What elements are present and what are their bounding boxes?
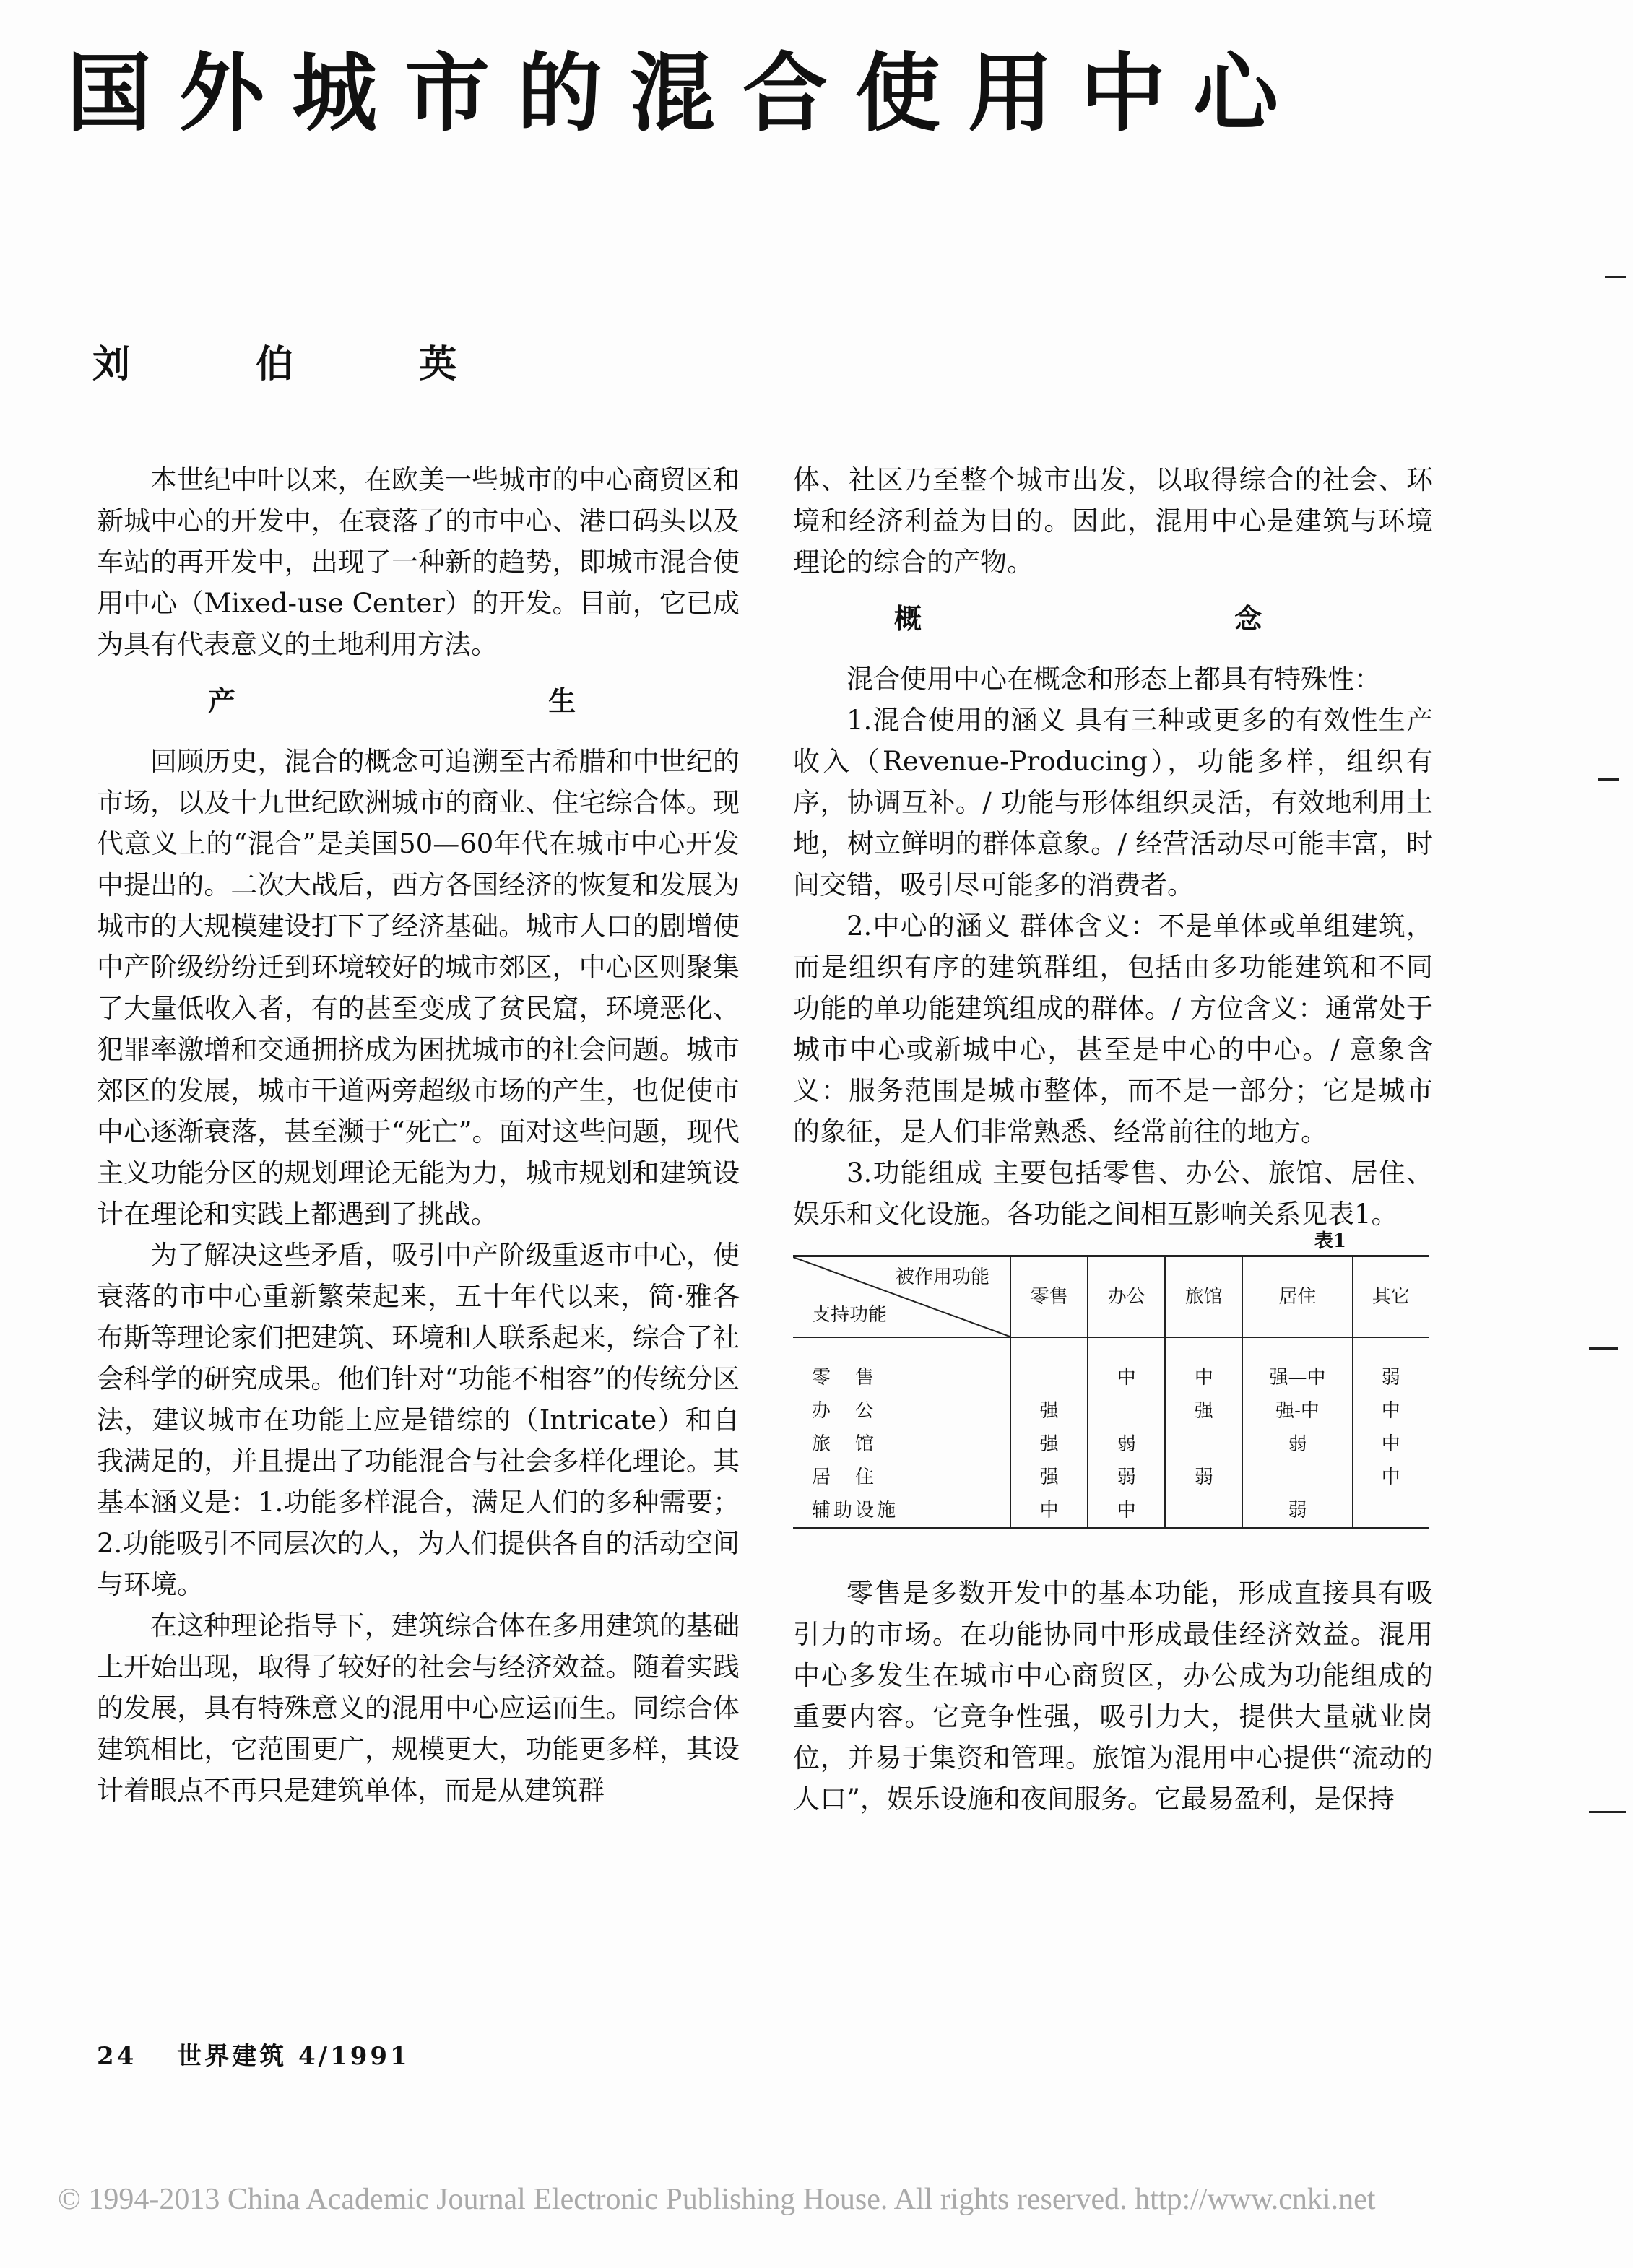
journal-name: 世界建筑 4/1991	[177, 2042, 410, 2071]
table-cell: 中	[1353, 1428, 1429, 1461]
table-diagonal-header	[793, 1256, 1010, 1338]
table-cell: 强	[1010, 1394, 1088, 1428]
body-paragraph: 回顾历史，混合的概念可追溯至古希腊和中世纪的市场，以及十九世纪欧洲城市的商业、住宅综合体。现代意义上的“混合”是美国50—60年代在城市中心开发中提出的。二次大战后，西方各国经济的恢复和发展为城市的大规模建设打下了经济基础。城市人口的剧增使中产阶级纷纷迁到环境较好的城市郊区，中心区则聚集了大量低收入者，有的甚至变成了贫民窟，环境恶化、犯罪率激增和交通拥挤成为困扰城市的社会问题。城市郊区的发展，城市干道两旁超级市场的产生，也促使市中心逐渐衰落，甚至濒于“死亡”。面对这些问题，现代主义功能分区的规划理论无能为力，城市规划和建筑设计在理论和实践上都遇到了挑战。	[97, 746, 740, 1230]
table-row	[793, 1394, 1429, 1428]
row-label: 零 售	[793, 1337, 1010, 1394]
header-supporting-function: 支持功能	[812, 1304, 888, 1326]
function-relation-table	[793, 1255, 1429, 1529]
intro-paragraph: 本世纪中叶以来，在欧美一些城市的中心商贸区和新城中心的开发中，在衰落了的市中心、港口码头以及车站的再开发中，出现了一种新的趋势，即城市混合使用中心（Mixed-use Center）的开发。目前，它已成为具有代表意义的土地利用方法。	[97, 464, 740, 660]
table-row	[793, 1461, 1429, 1494]
column-header: 办公	[1088, 1256, 1165, 1338]
table-cell	[1165, 1428, 1242, 1461]
table-cell: 弱	[1165, 1461, 1242, 1494]
body-paragraph-continued: 体、社区乃至整个城市出发，以取得综合的社会、环境和经济利益为目的。因此，混用中心是建筑与环境理论的综合的产物。	[793, 464, 1433, 578]
row-label: 办 公	[793, 1394, 1010, 1428]
row-label: 居 住	[793, 1461, 1010, 1494]
table-cell	[1242, 1461, 1352, 1494]
table-cell	[1353, 1494, 1429, 1529]
left-column	[97, 459, 740, 1811]
column-header: 其它	[1353, 1256, 1429, 1338]
table-cell: 中	[1353, 1394, 1429, 1428]
table-cell: 弱	[1088, 1461, 1165, 1494]
right-column	[793, 459, 1433, 1820]
table-cell: 强—中	[1242, 1337, 1352, 1394]
copyright-notice: © 1994-2013 China Academic Journal Electronic Publishing House. All rights reserved. http://www.cnki.net	[58, 2183, 1376, 2216]
body-paragraph: 混合使用中心在概念和形态上都具有特殊性：	[846, 664, 1381, 695]
body-paragraph: 2.中心的涵义 群体含义：不是单体或单组建筑，而是组织有序的建筑群组，包括由多功能建筑和不同功能的单功能建筑组成的群体。/ 方位含义：通常处于城市中心或新城中心，甚至是中心的中心。/ 意象含义：服务范围是城市整体，而不是一部分；它是城市的象征，是人们非常熟悉、经常前往的地方。	[793, 911, 1433, 1147]
table-cell: 弱	[1088, 1428, 1165, 1461]
table-cell: 中	[1353, 1461, 1429, 1494]
scan-edge-mark	[1605, 276, 1626, 278]
table-row	[793, 1494, 1429, 1529]
table-cell: 强	[1165, 1394, 1242, 1428]
table-cell: 中	[1010, 1494, 1088, 1529]
table-cell: 弱	[1353, 1337, 1429, 1394]
table-cell	[1165, 1494, 1242, 1529]
article-author: 刘 伯 英	[92, 342, 514, 386]
scan-edge-mark	[1589, 1347, 1618, 1350]
table-row	[793, 1428, 1429, 1461]
column-header: 零售	[1010, 1256, 1088, 1338]
row-label: 旅 馆	[793, 1428, 1010, 1461]
body-paragraph: 3.功能组成 主要包括零售、办公、旅馆、居住、娱乐和文化设施。各功能之间相互影响关系见表1。	[793, 1157, 1433, 1230]
column-header: 旅馆	[1165, 1256, 1242, 1338]
body-paragraph: 零售是多数开发中的基本功能，形成直接具有吸引力的市场。在功能协同中形成最佳经济效益。混用中心多发生在城市中心商贸区，办公成为功能组成的重要内容。它竞争性强，吸引力大，提供大量就业岗位，并易于集资和管理。旅馆为混用中心提供“流动的人口”，娱乐设施和夜间服务。它最易盈利，是保持	[793, 1578, 1433, 1815]
table-cell: 强	[1010, 1428, 1088, 1461]
scan-edge-mark	[1589, 1811, 1626, 1813]
section-title-concept: 概 念	[894, 603, 1414, 635]
table-cell: 弱	[1242, 1428, 1352, 1461]
table-cell	[1088, 1394, 1165, 1428]
column-header: 居住	[1242, 1256, 1352, 1338]
row-label: 辅助设施	[793, 1494, 1010, 1529]
table-cell: 中	[1088, 1494, 1165, 1529]
body-paragraph: 为了解决这些矛盾，吸引中产阶级重返市中心，使衰落的市中心重新繁荣起来，五十年代以来，简·雅各布斯等理论家们把建筑、环境和人联系起来，综合了社会科学的研究成果。他们针对“功能不相容”的传统分区法，建议城市在功能上应是错综的（Intricate）和自我满足的，并且提出了功能混合与社会多样化理论。其基本涵义是：1.功能多样混合，满足人们的多种需要；2.功能吸引不同层次的人，为人们提供各自的活动空间与环境。	[97, 1240, 740, 1600]
page-footer	[97, 2036, 410, 2072]
table-cell: 强-中	[1242, 1394, 1352, 1428]
article-title: 国外城市的混合使用中心	[66, 43, 1307, 143]
table-cell: 中	[1088, 1337, 1165, 1394]
page-number: 24	[97, 2042, 137, 2071]
body-paragraph: 在这种理论指导下，建筑综合体在多用建筑的基础上开始出现，取得了较好的社会与经济效益。随着实践的发展，具有特殊意义的混用中心应运而生。同综合体建筑相比，它范围更广，规模更大，功能更多样，其设计着眼点不再只是建筑单体，而是从建筑群	[97, 1610, 740, 1806]
table-cell	[1010, 1337, 1088, 1394]
table-row	[793, 1337, 1429, 1394]
body-paragraph: 1.混合使用的涵义 具有三种或更多的有效性生产收入（Revenue-Producing），功能多样，组织有序，协调互补。/ 功能与形体组织灵活，有效地利用土地，树立鲜明的群体意象。/ 经营活动尽可能丰富，时间交错，吸引尽可能多的消费者。	[793, 705, 1433, 900]
table-cell: 强	[1010, 1461, 1088, 1494]
scan-edge-mark	[1598, 778, 1619, 781]
section-title-origin: 产 生	[208, 685, 728, 717]
table-cell: 中	[1165, 1337, 1242, 1394]
table-cell: 弱	[1242, 1494, 1352, 1529]
table-caption: 表1	[1314, 1230, 1346, 1252]
header-affected-function: 被作用功能	[895, 1266, 989, 1288]
